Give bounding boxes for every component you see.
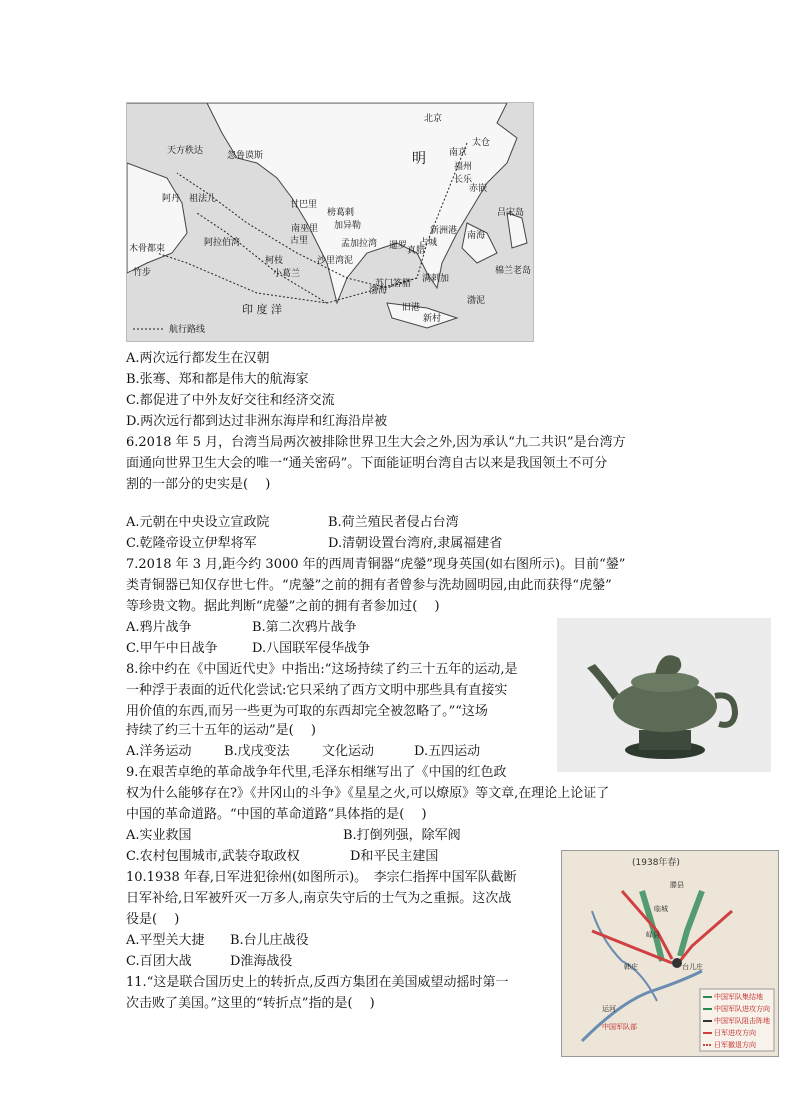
q10-stem: 役是( ) <box>126 912 180 927</box>
map2-legend-item: 日军撤退方向 <box>714 1041 756 1049</box>
q6-stem: 面通向世界卫生大会的唯一“通关密码”。下面能证明台湾自古以来是我国领土不可分 <box>126 456 608 471</box>
q8-option-d: D.五四运动 <box>414 744 481 759</box>
q10-option-b: B.台儿庄战役 <box>230 933 309 948</box>
q8-stem: 用价值的东西,而另一些更为可取的东西却完全被忽略了。”“这场 <box>126 704 488 719</box>
q6-stem: 割的一部分的史实是( ) <box>126 477 271 492</box>
map-place: 沙里湾泥 <box>317 256 354 266</box>
map2-note: 中国军队部 <box>602 1023 637 1031</box>
map-place: 旧港 <box>402 303 421 313</box>
map2-place: 运河 <box>602 1005 616 1013</box>
map-place: 古里 <box>290 236 309 246</box>
q6-option-d: D.清朝设置台湾府,隶属福建省 <box>328 536 503 551</box>
map-place: 长乐 <box>454 175 473 185</box>
map-place: 南海 <box>467 231 486 241</box>
q10-option-a: A.平型关大捷 <box>126 933 205 948</box>
map-place: 孟加拉湾 <box>341 239 378 249</box>
q8-option-c: 文化运动 <box>322 744 375 759</box>
map-place: 真腊 <box>407 246 426 256</box>
q11-stem: 次击败了美国。”这里的“转折点”指的是( ) <box>126 996 375 1011</box>
q9-option-d: D和平民主建国 <box>350 849 439 864</box>
map-place: 新村 <box>423 314 442 324</box>
map-place: 满剌加 <box>422 274 450 284</box>
q8-option-b: B.戊戌变法 <box>224 744 290 759</box>
q6-stem: 6.2018 年 5 月，台湾当局两次被排除世界卫生大会之外,因为承认“九二共识”是台湾方 <box>126 435 626 450</box>
map-place: 阿拉伯湾 <box>204 238 241 248</box>
q10-stem: 10.1938 年春,日军进犯徐州(如图所示)。 李宗仁指挥中国军队截断 <box>126 870 517 885</box>
map-place: 竹步 <box>133 268 152 278</box>
map2-legend-item: 中国军队进攻方向 <box>714 1005 770 1013</box>
q9-option-b: B.打倒列强，除军阀 <box>343 828 461 843</box>
q9-stem: 9.在艰苦卓绝的革命战争年代里,毛泽东相继写出了《中国的红色政 <box>126 765 507 780</box>
q6-option-c: C.乾隆帝设立伊犁将军 <box>126 536 257 551</box>
map-place: 南巫里 <box>291 224 319 234</box>
map-place: 柯枝 <box>265 256 284 266</box>
q7-stem: 等珍贵文物。据此判断“虎鎣”之前的拥有者参加过( ) <box>126 599 440 614</box>
map-place: 赤嵌 <box>469 184 488 194</box>
battle-map <box>561 850 779 1057</box>
map-place: 阿丹 <box>162 194 181 204</box>
country-label: 明 <box>412 151 426 167</box>
map-place: 吕宋岛 <box>497 208 525 218</box>
q7-option-a: A.鸦片战争 <box>126 620 192 635</box>
q6-option-b: B.荷兰殖民者侵占台湾 <box>328 515 459 530</box>
q10-option-c: C.百团大战 <box>126 954 192 969</box>
map-place: 甘巴里 <box>290 200 318 210</box>
map-place: 占城 <box>419 238 438 248</box>
map-place: 福州 <box>454 162 473 172</box>
q9-option-a: A.实业救国 <box>126 828 192 843</box>
map2-legend-item: 日军进攻方向 <box>714 1029 756 1037</box>
map2-title: (1938年春) <box>632 858 680 868</box>
map-place: 北京 <box>424 114 443 124</box>
q9-stem: 权为什么能够存在?》《井冈山的斗争》《星星之火,可以燎原》等文章,在理论上论证了 <box>126 786 610 801</box>
q8-stem: 8.徐中约在《中国近代史》中指出:“这场持续了约三十五年的运动,是 <box>126 662 518 677</box>
q8-option-a: A.洋务运动 <box>126 744 192 759</box>
q8-stem: 持续了约三十五年的运动”是( ) <box>126 723 316 738</box>
map-place: 天方秩达 <box>167 146 204 156</box>
q5-option-a: A.两次远行都发生在汉朝 <box>126 351 270 366</box>
map-place: 渤海 <box>369 286 388 296</box>
map2-place: 临城 <box>654 905 668 913</box>
map-place: 渤泥 <box>467 296 486 306</box>
map-place: 棉兰老岛 <box>495 266 532 276</box>
q11-stem: 11.“这是联合国历史上的转折点,反西方集团在美国威望动摇时第一 <box>126 975 509 990</box>
map-place: 榜葛剌 <box>327 208 355 218</box>
q10-stem: 日军补给,日军被歼灭一万多人,南京失守后的士气为之重振。这次战 <box>126 891 512 906</box>
q7-option-c: C.甲午中日战争 <box>126 641 218 656</box>
map2-legend-item: 中国军队集结地 <box>714 993 763 1001</box>
bronze-vessel-photo <box>557 618 771 772</box>
map2-place: 台儿庄 <box>682 963 703 971</box>
q9-option-c: C.农村包围城市,武装夺取政权 <box>126 849 300 864</box>
voyage-map <box>126 102 534 342</box>
map-place: 忽鲁谟斯 <box>227 151 264 161</box>
map2-legend-item: 中国军队阻击阵地 <box>714 1017 770 1025</box>
map2-place: 滕县 <box>670 881 684 889</box>
q7-stem: 类青铜器已知仅存世七件。“虎鎣”之前的拥有者曾参与洗劫圆明园,由此而获得“虎鎣” <box>126 578 612 593</box>
map-place: 木骨都束 <box>129 244 166 254</box>
q5-option-b: B.张骞、郑和都是伟大的航海家 <box>126 372 309 387</box>
q7-stem: 7.2018 年 3 月,距今约 3000 年的西周青铜器“虎鎣”现身英国(如右图所示)。目前“鎣” <box>126 557 626 572</box>
map-place: 小葛兰 <box>273 269 301 279</box>
map-place: 新洲港 <box>430 226 458 236</box>
map2-place: 韩庄 <box>624 963 638 971</box>
q5-option-d: D.两次远行都到达过非洲东海岸和红海沿岸被 <box>126 414 388 429</box>
map-place: 祖法儿 <box>189 194 217 204</box>
q6-option-a: A.元朝在中央设立宣政院 <box>126 515 270 530</box>
map-legend: 航行路线 <box>169 325 206 335</box>
q10-option-d: D淮海战役 <box>230 954 293 969</box>
map2-place: 峄县 <box>646 931 660 939</box>
q8-stem: 一种浮于表面的近代化尝试:它只采纳了西方文明中那些具有直接实 <box>126 683 508 698</box>
q7-option-b: B.第二次鸦片战争 <box>252 620 357 635</box>
q7-option-d: D.八国联军侵华战争 <box>252 641 371 656</box>
q9-stem: 中国的革命道路。“中国的革命道路”具体指的是( ) <box>126 807 427 822</box>
map-place: 加异勒 <box>334 221 362 231</box>
map-place: 苏门答腊 <box>375 279 412 289</box>
ocean-label: 印 度 洋 <box>242 303 282 316</box>
map-place: 南京 <box>449 148 468 158</box>
q5-option-c: C.都促进了中外友好交往和经济交流 <box>126 393 335 408</box>
map-place: 暹罗 <box>389 241 408 251</box>
map-place: 太仓 <box>472 138 491 148</box>
